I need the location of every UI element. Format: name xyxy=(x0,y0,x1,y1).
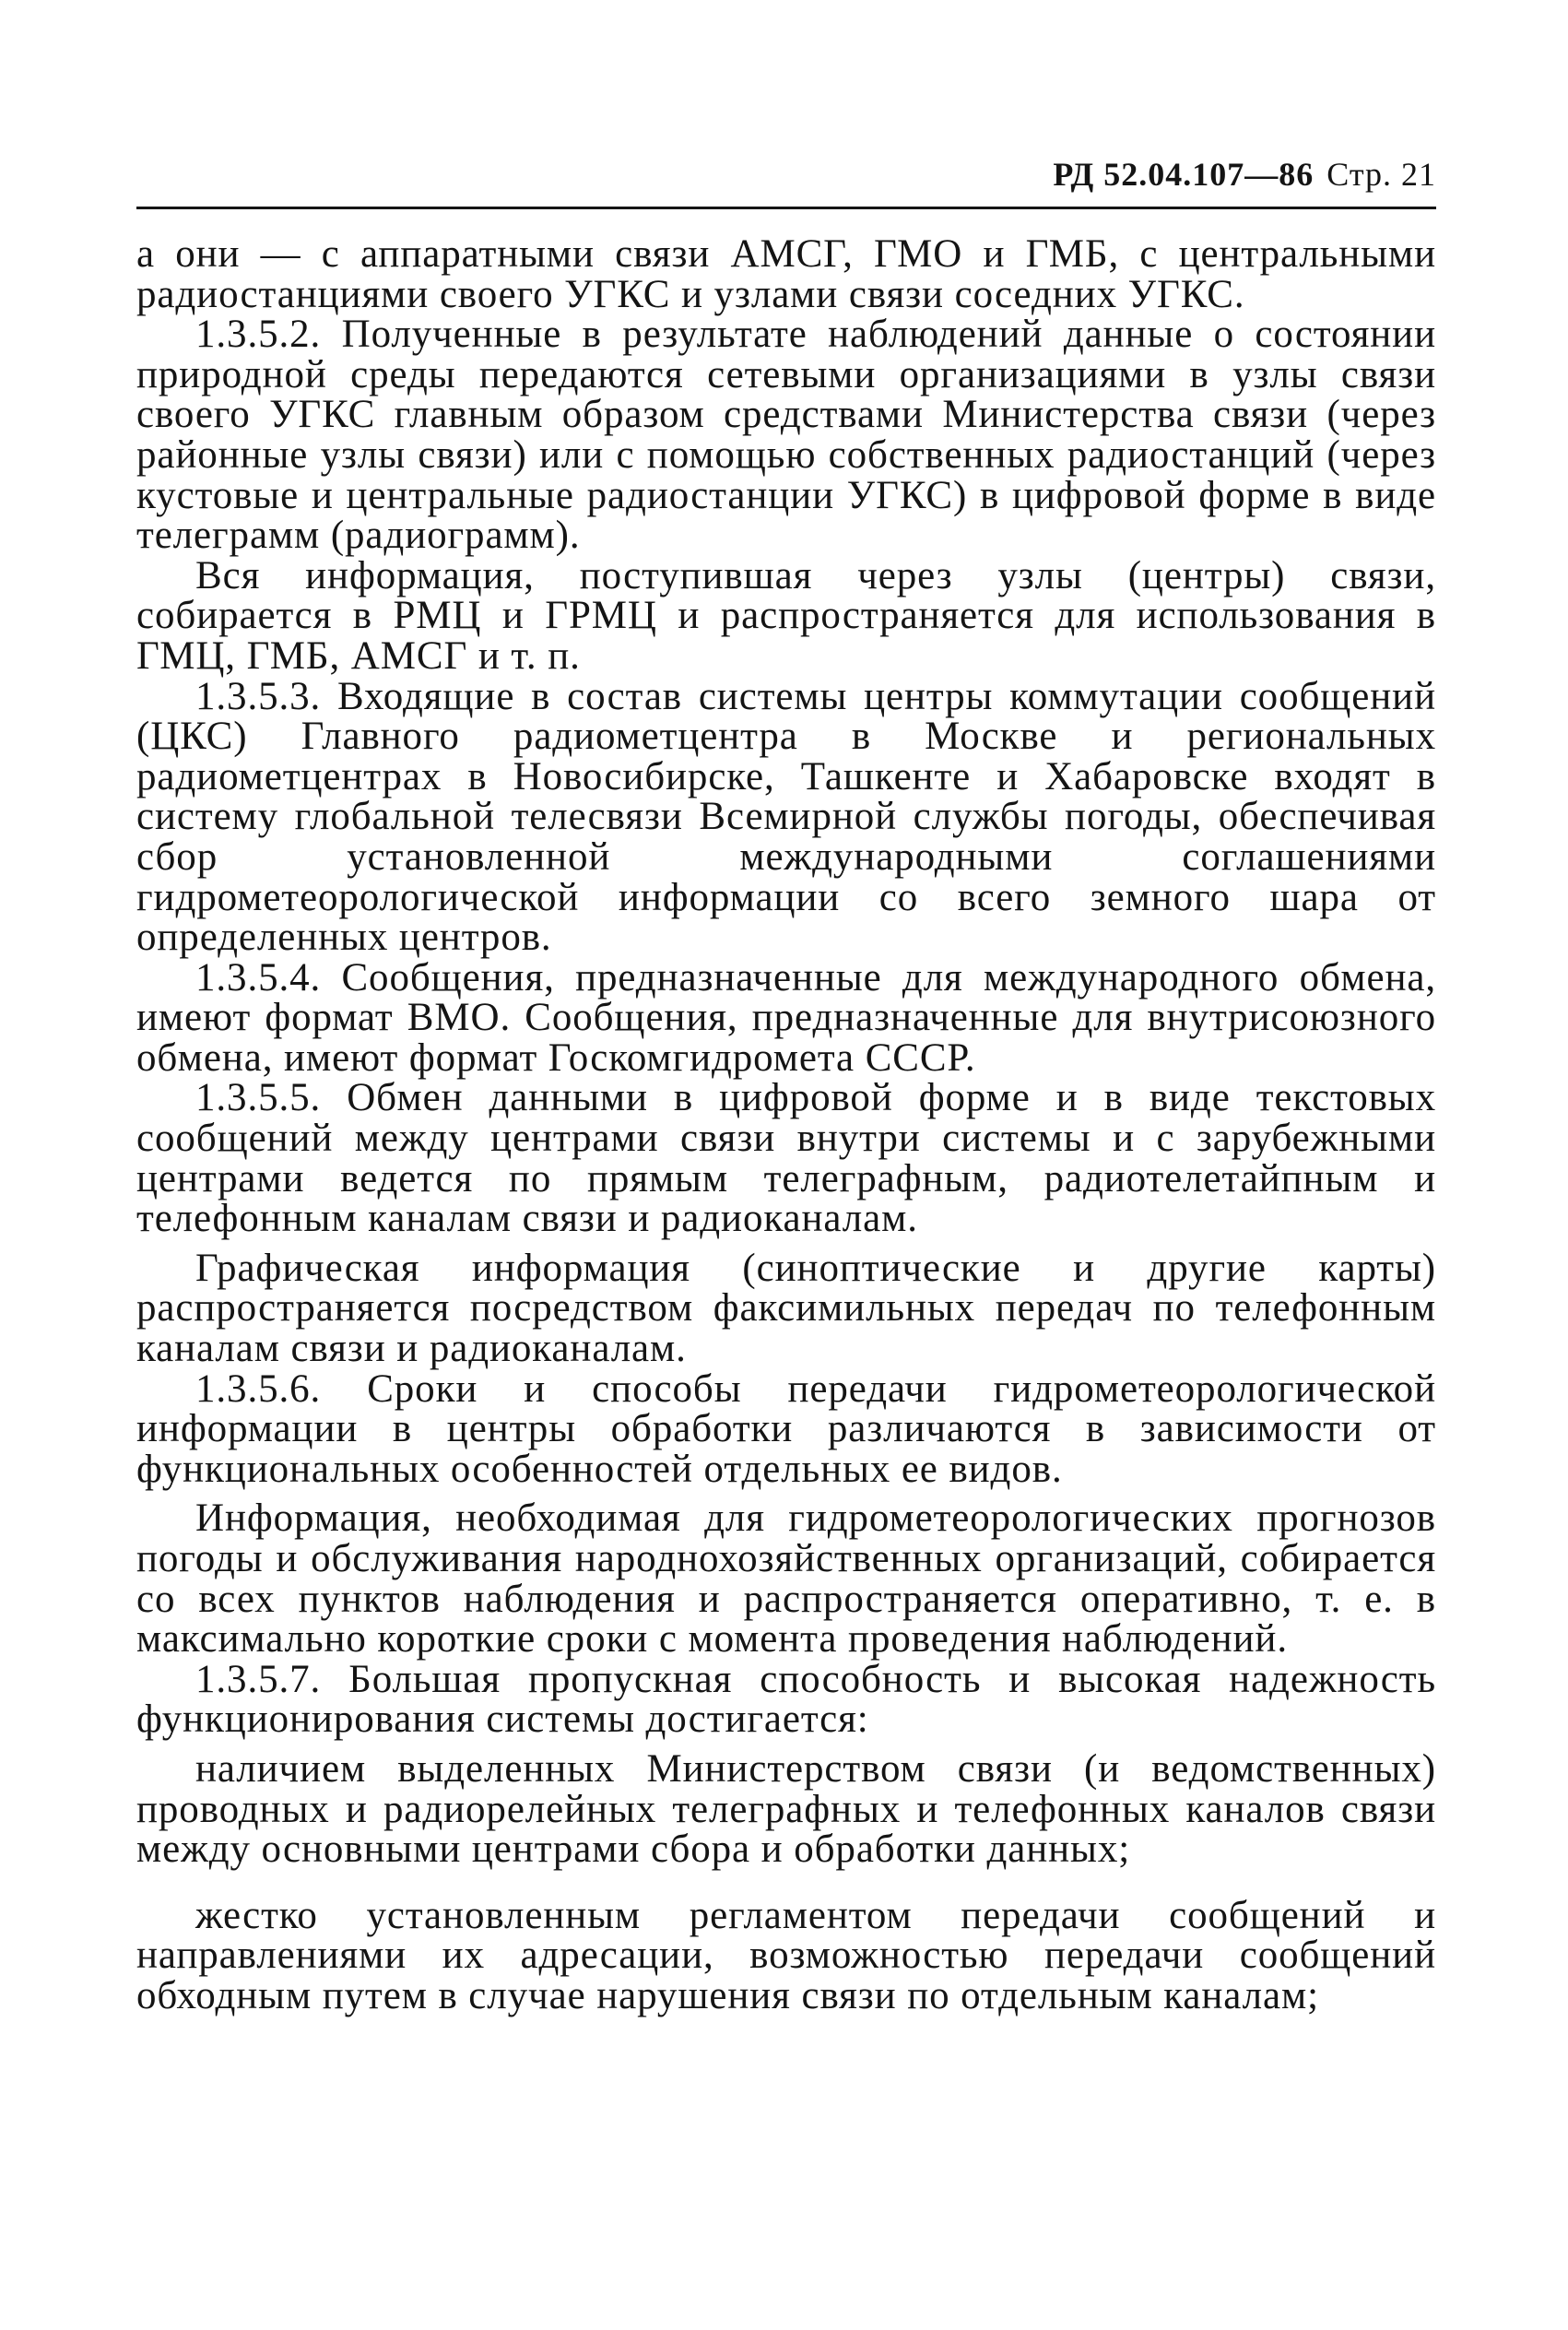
page-header xyxy=(1053,155,1436,194)
paragraph-continuation: а они — с аппаратными связи АМСГ, ГМО и ГМБ, с центральными радиостанциями своего УГКС и узлами связи соседних УГКС. xyxy=(136,232,1436,316)
body-text xyxy=(136,234,1436,2017)
paragraph-1-3-5-6: 1.3.5.6. Сроки и способы передачи гидрометеорологической информации в центры обработки различаются в зависимости от функциональных особенностей отдельных ее видов. xyxy=(136,1366,1436,1491)
header-rule xyxy=(136,207,1436,209)
document-code: РД 52.04.107—86 xyxy=(1053,156,1315,193)
paragraph-1-3-5-2: 1.3.5.2. Полученные в результате наблюдений данные о состоянии природной среды передаются сетевыми организациями в узлы связи своего УГКС главным образом средствами Министерства связи (через районные узлы связи) или с помощью собственных радиостанций (через кустовые и центральные радиостанции УГКС) в цифровой форме в виде телеграмм (радиограмм). xyxy=(136,313,1436,558)
list-item-transmission-schedule: жестко установленным регламентом передачи сообщений и направлениями их адресации, возможностью передачи сообщений обходным путем в случае нарушения связи по отдельным каналам; xyxy=(136,1893,1436,2017)
list-item-dedicated-channels: наличием выделенных Министерством связи (и ведомственных) проводных и радиорелейных телеграфных и телефонных каналов связи между основными центрами сбора и обработки данных; xyxy=(136,1746,1436,1872)
paragraph-1-3-5-7: 1.3.5.7. Большая пропускная способность и высокая надежность функционирования системы достигается: xyxy=(136,1657,1436,1742)
paragraph-1-3-5-3: 1.3.5.3. Входящие в состав системы центры коммутации сообщений (ЦКС) Главного радиометцентра в Москве и региональных радиометцентрах в Новосибирске, Ташкенте и Хабаровске входят в систему глобальной телесвязи Всемирной службы погоды, обеспечивая сбор установленной международными соглашениями гидрометеорологической информации со всего земного шара от определенных центров. xyxy=(136,674,1436,960)
page-number: Стр. 21 xyxy=(1326,156,1436,193)
paragraph-1-3-5-5: 1.3.5.5. Обмен данными в цифровой форме и в виде текстовых сообщений между центрами связи внутри системы и с зарубежными центрами ведется по прямым телеграфным, радиотелетайпным и телефонным каналам связи и радиоканалам. xyxy=(136,1076,1436,1241)
paragraph-information-collection: Вся информация, поступившая через узлы (центры) связи, собирается в РМЦ и ГРМЦ и распространяется для использования в ГМЦ, ГМБ, АМСГ и т. п. xyxy=(136,553,1436,678)
paragraph-forecast-information: Информация, необходимая для гидрометеорологических прогнозов погоды и обслуживания народнохозяйственных организаций, собирается со всех пунктов наблюдения и распространяется оперативно, т. е. в максимально короткие сроки с момента проведения наблюдений. xyxy=(136,1496,1436,1662)
paragraph-1-3-5-4: 1.3.5.4. Сообщения, предназначенные для международного обмена, имеют формат ВМО. Сообщения, предназначенные для внутрисоюзного обмена, имеют формат Госкомгидромета СССР. xyxy=(136,955,1436,1080)
paragraph-graphic-information: Графическая информация (синоптические и другие карты) распространяется посредством факсимильных передач по телефонным каналам связи и радиоканалам. xyxy=(136,1246,1436,1371)
